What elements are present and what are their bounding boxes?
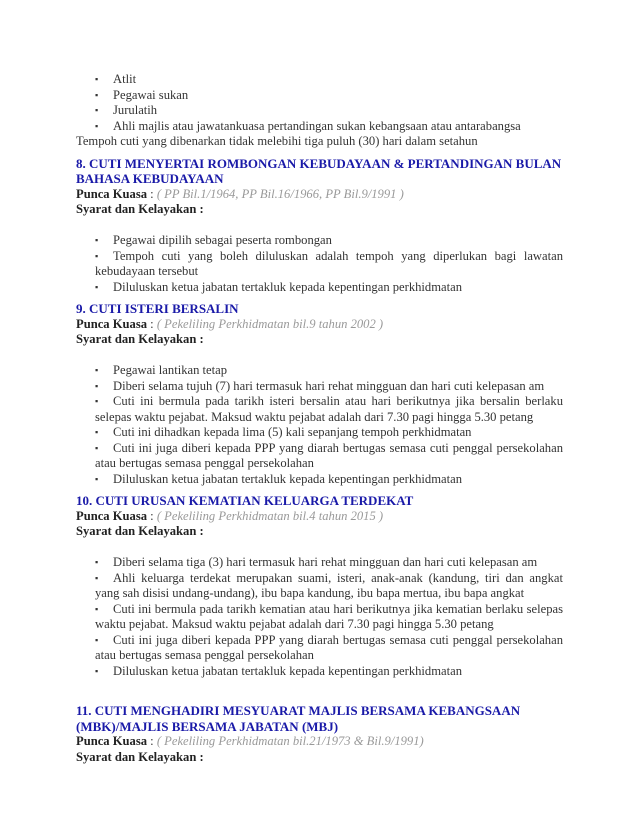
bullet-icon: ▪ — [95, 281, 99, 292]
punca-kuasa-line — [76, 317, 563, 333]
list-item — [95, 425, 563, 441]
list-item — [95, 394, 563, 425]
bullet-icon: ▪ — [95, 120, 99, 131]
bullet-icon: ▪ — [95, 380, 99, 391]
punca-kuasa-label: Punca Kuasa — [76, 734, 148, 748]
section — [76, 295, 563, 487]
section — [76, 679, 563, 765]
bullet-icon: ▪ — [95, 427, 99, 437]
colon: : — [147, 734, 157, 748]
list-item-text: Diberi selama tujuh (7) hari termasuk hari rehat mingguan dan hari cuti kelepasan am — [113, 378, 545, 393]
list-item-text: Cuti ini juga diberi kepada PPP yang diarah bertugas semasa cuti penggal persekolahan atau bertugas semasa penggal persekolahan — [95, 632, 563, 662]
reference-text: ( Pekeliling Perkhidmatan bil.21/1973 & Bil.9/1991) — [156, 734, 424, 748]
bullet-icon: ▪ — [95, 105, 99, 115]
section-heading: 10. CUTI URUSAN KEMATIAN KELUARGA TERDEKAT — [76, 493, 414, 508]
list-item — [95, 249, 563, 280]
bullet-icon: ▪ — [95, 365, 99, 375]
section-heading: 11. CUTI MENGHADIRI MESYUARAT MAJLIS BERSAMA KEBANGSAAN (MBK)/MAJLIS BERSAMA JABATAN (MBJ) — [76, 703, 521, 734]
list-item-text: Cuti ini dihadkan kepada lima (5) kali sepanjang tempoh perkhidmatan — [113, 425, 472, 439]
bullet-icon: ▪ — [95, 473, 99, 484]
list-item-text: Cuti ini bermula pada tarikh kematian atau hari berikutnya jika kematian berlaku selepas waktu pejabat. Maksud waktu pejabat adalah dari 7.30 pagi hingga 5.30 petang — [95, 601, 563, 631]
list-item-text: Cuti ini bermula pada tarikh isteri bersalin atau hari berikutnya jika bersalin berlaku selepas waktu pejabat. Maksud waktu pejabat adalah dari 7.30 pagi hingga 5.30 petang — [95, 394, 563, 424]
list-item — [95, 280, 563, 296]
bullet-icon: ▪ — [95, 572, 99, 583]
reference-text: ( PP Bil.1/1964, PP Bil.16/1966, PP Bil.9/1991 ) — [156, 186, 404, 201]
bullet-icon: ▪ — [95, 634, 99, 645]
list-item — [95, 602, 563, 633]
list-item-text: Cuti ini juga diberi kepada PPP yang diarah bertugas semasa cuti penggal persekolahan atau bertugas semasa penggal persekolahan — [95, 440, 563, 470]
list-item-text: Jurulatih — [113, 103, 158, 117]
list-item-text: Diluluskan ketua jabatan tertakluk kepada kepentingan perkhidmatan — [113, 279, 463, 294]
punca-kuasa-line — [76, 734, 563, 750]
intro-note: Tempoh cuti yang dibenarkan tidak melebihi tiga puluh (30) hari dalam setahun — [76, 134, 478, 148]
colon: : — [147, 316, 157, 331]
list-item-text: Pegawai dipilih sebagai peserta rombongan — [113, 233, 332, 247]
list-item — [95, 233, 563, 249]
list-item-text: Atlit — [113, 72, 137, 86]
list-item-text: Ahli majlis atau jawatankuasa pertandingan sukan kebangsaan atau antarabangsa — [113, 118, 521, 133]
list-item — [95, 119, 563, 135]
bullet-icon: ▪ — [95, 89, 99, 100]
syarat-label: Syarat dan Kelayakan : — [76, 749, 204, 764]
list-item-text: Pegawai lantikan tetap — [113, 363, 228, 377]
spacer — [76, 218, 563, 234]
syarat-label: Syarat dan Kelayakan : — [76, 332, 204, 346]
bullet-icon: ▪ — [95, 557, 99, 567]
list-item-text: Tempoh cuti yang boleh diluluskan adalah tempoh yang diperlukan bagi lawatan kebudayaan tersebut — [95, 248, 563, 278]
colon: : — [147, 508, 157, 523]
bullet-icon: ▪ — [95, 250, 99, 261]
list-item — [95, 363, 563, 379]
list-item-text: Ahli keluarga terdekat merupakan suami, isteri, anak-anak (kandung, tiri dan angkat yang sah disisi undang-undang), ibu bapa kandung, ibu bapa mertua, ibu bapa angkat — [95, 570, 563, 600]
list-item — [95, 103, 563, 119]
bullet-icon: ▪ — [95, 665, 99, 676]
colon: : — [147, 186, 157, 201]
reference-text: ( Pekeliling Perkhidmatan bil.9 tahun 2002 ) — [156, 316, 384, 331]
list-item — [95, 72, 563, 88]
syarat-label: Syarat dan Kelayakan : — [76, 202, 204, 216]
list-item-text: Pegawai sukan — [113, 87, 189, 102]
list-item — [95, 555, 563, 571]
section — [76, 150, 563, 296]
list-item — [95, 472, 563, 488]
bullet-icon: ▪ — [95, 603, 99, 614]
section — [76, 487, 563, 679]
list-item — [95, 664, 563, 680]
reference-text: ( Pekeliling Perkhidmatan bil.4 tahun 2015 ) — [156, 508, 384, 523]
punca-kuasa-label: Punca Kuasa — [76, 186, 148, 201]
punca-kuasa-label: Punca Kuasa — [76, 316, 148, 331]
list-item — [95, 441, 563, 472]
list-item — [95, 379, 563, 395]
punca-kuasa-line — [76, 187, 563, 203]
section-heading: 8. CUTI MENYERTAI ROMBONGAN KEBUDAYAAN & PERTANDINGAN BULAN BAHASA KEBUDAYAAN — [76, 155, 562, 186]
list-item — [95, 571, 563, 602]
bullet-icon: ▪ — [95, 235, 99, 245]
list-item-text: Diberi selama tiga (3) hari termasuk hari rehat mingguan dan hari cuti kelepasan am — [113, 555, 538, 569]
spacer — [76, 679, 563, 703]
list-item-text: Diluluskan ketua jabatan tertakluk kepada kepentingan perkhidmatan — [113, 471, 463, 486]
spacer — [76, 540, 563, 556]
punca-kuasa-label: Punca Kuasa — [76, 508, 148, 523]
syarat-label: Syarat dan Kelayakan : — [76, 524, 204, 538]
bullet-icon: ▪ — [95, 74, 99, 84]
punca-kuasa-line — [76, 509, 563, 525]
bullet-icon: ▪ — [95, 396, 99, 406]
list-item-text: Diluluskan ketua jabatan tertakluk kepada kepentingan perkhidmatan — [113, 663, 463, 678]
list-item — [95, 633, 563, 664]
bullet-icon: ▪ — [95, 442, 99, 453]
intro-list — [76, 72, 563, 134]
list-item — [95, 88, 563, 104]
document-content — [76, 72, 563, 765]
section-heading: 9. CUTI ISTERI BERSALIN — [76, 301, 239, 316]
spacer — [76, 348, 563, 364]
